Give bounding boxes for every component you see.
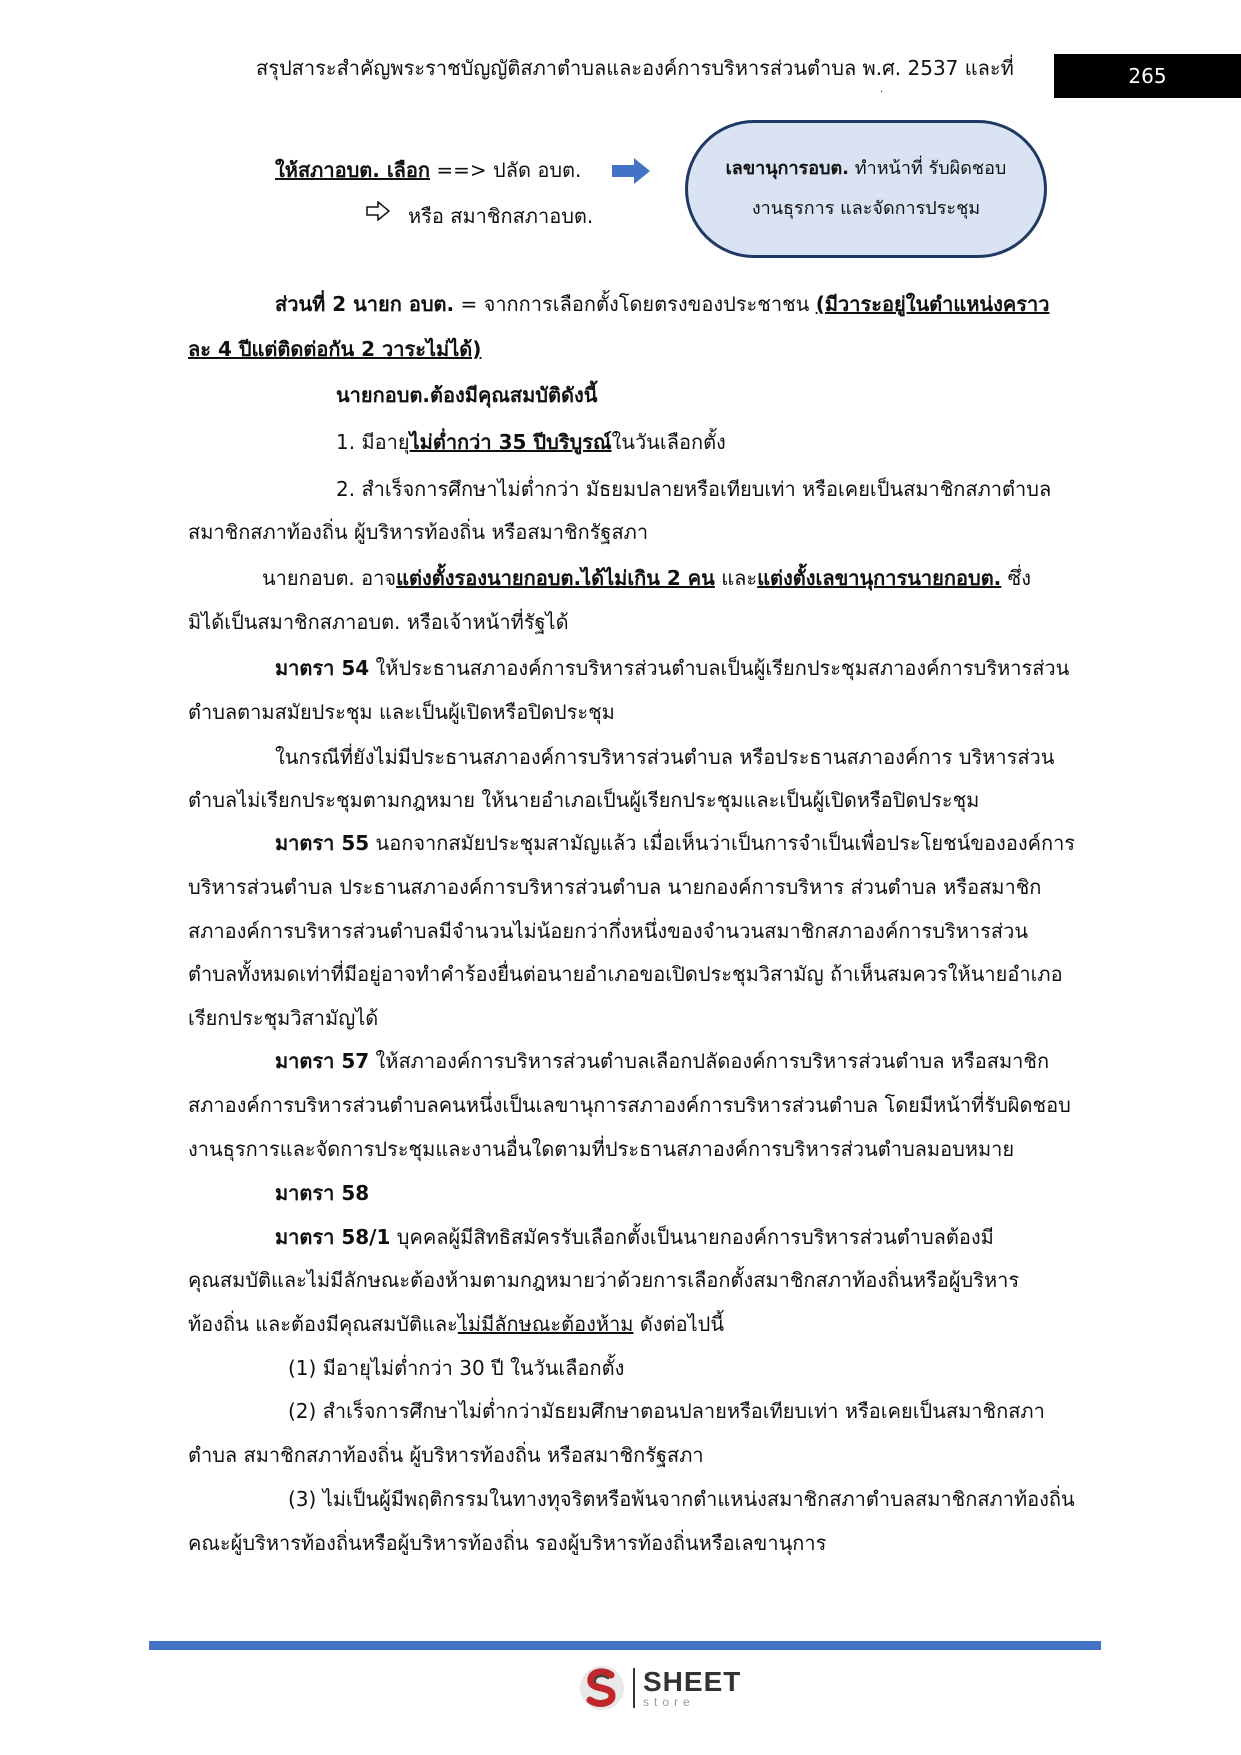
qualification-2-line-1: 2. สำเร็จการศึกษาไม่ต่ำกว่า มัธยมปลายหรือเทียบเท่า หรือเคยเป็นสมาชิกสภาตำบล [336, 477, 1052, 501]
part2-heading [275, 294, 1049, 314]
secretary-callout [685, 120, 1047, 258]
appoint-deputy: แต่งตั้งรองนายกอบต.ได้ไม่เกิน 2 คน [396, 566, 715, 590]
term-note-1: (มีวาระอยู่ในตำแหน่งคราว [815, 292, 1050, 316]
section-54-label: มาตรา 54 [275, 656, 370, 680]
section-54-line-3: ในกรณีที่ยังไม่มีประธานสภาองค์การบริหารส่วนตำบล หรือประธานสภาองค์การ บริหารส่วน [275, 745, 1055, 769]
header-dot: . [880, 84, 884, 95]
section-57-label: มาตรา 57 [275, 1049, 370, 1073]
section-55-line-2: บริหารส่วนตำบล ประธานสภาองค์การบริหารส่วนตำบล นายกองค์การบริหาร ส่วนตำบล หรือสมาชิก [188, 875, 1042, 899]
section-57-line-3: งานธุรการและจัดการประชุมและงานอื่นใดตามที่ประธานสภาองค์การบริหารส่วนตำบลมอบหมาย [188, 1137, 1015, 1161]
hollow-arrow-icon [366, 201, 390, 221]
section-55-line-1 [275, 833, 1075, 853]
sheet-store-logo [577, 1663, 741, 1713]
logo-main-text: SHEET [643, 1666, 742, 1697]
section-58-1-line-1 [275, 1227, 994, 1247]
selection-line-1 [275, 160, 581, 180]
arrow-right-icon [612, 158, 650, 184]
section-54-text: ให้ประธานสภาองค์การบริหารส่วนตำบลเป็นผู้เรียกประชุมสภาองค์การบริหารส่วน [369, 656, 1070, 680]
prohibited-traits: ไม่มีลักษณะต้องห้าม [457, 1312, 634, 1336]
section-55-line-5: เรียกประชุมวิสามัญได้ [188, 1006, 379, 1030]
section-58-label: มาตรา 58 [275, 1181, 370, 1205]
item-2-line-1: (2) สำเร็จการศึกษาไม่ต่ำกว่ามัธยมศึกษาตอนปลายหรือเทียบเท่า หรือเคยเป็นสมาชิกสภา [288, 1399, 1045, 1423]
q1-pre: 1. มีอายุ [336, 430, 410, 454]
section-54-line-1 [275, 658, 1069, 678]
appoint-secretary: แต่งตั้งเลขานุการนายกอบต. [757, 566, 1002, 590]
appoint-line-1 [262, 568, 1031, 588]
section-58-1-l3-pre: ท้องถิ่น และต้องมีคุณสมบัติและ [188, 1312, 458, 1336]
selection-rest: ==> ปลัด อบต. [430, 158, 582, 182]
footer-rule [149, 1641, 1101, 1650]
header-title: สรุปสาระสำคัญพระราชบัญญัติสภาตำบลและองค์การบริหารส่วนตำบล พ.ศ. 2537 และที่ [256, 56, 1014, 80]
appoint-mid: และ [714, 566, 758, 590]
section-54-line-4: ตำบลไม่เรียกประชุมตามกฎหมาย ให้นายอำเภอเป็นผู้เรียกประชุมและเป็นผู้เปิดหรือปิดประชุม [188, 788, 980, 812]
logo-text [633, 1668, 741, 1708]
section-55-label: มาตรา 55 [275, 831, 370, 855]
item-3-line-2: คณะผู้บริหารท้องถิ่นหรือผู้บริหารท้องถิ่น รองผู้บริหารท้องถิ่นหรือเลขานุการ [188, 1531, 827, 1555]
logo-s-icon [577, 1663, 627, 1713]
term-note-2: ละ 4 ปีแต่ติดต่อกัน 2 วาระไม่ได้) [188, 337, 482, 361]
part2-heading-rest: = จากการเลือกตั้งโดยตรงของประชาชน [454, 292, 816, 316]
item-3-line-1: (3) ไม่เป็นผู้มีพฤติกรรมในทางทุจริตหรือพ้นจากตำแหน่งสมาชิกสภาตำบลสมาชิกสภาท้องถิ่น [288, 1487, 1075, 1511]
qualification-heading: นายกอบต.ต้องมีคุณสมบัติดังนี้ [336, 383, 598, 407]
callout-rest: ทำหน้าที่ รับผิดชอบ [849, 158, 1007, 179]
section-54-line-2: ตำบลตามสมัยประชุม และเป็นผู้เปิดหรือปิดประชุม [188, 700, 615, 724]
selection-bold: ให้สภาอบต. เลือก [275, 158, 431, 182]
section-58-1-line-3 [188, 1314, 724, 1334]
callout-line-2: งานธุรการ และจัดการประชุม [751, 198, 981, 219]
item-1: (1) มีอายุไม่ต่ำกว่า 30 ปี ในวันเลือกตั้ง [288, 1356, 625, 1380]
section-57-line-1 [275, 1051, 1049, 1071]
section-58-1-l3-post: ดังต่อไปนี้ [633, 1312, 725, 1336]
qualification-2-line-2: สมาชิกสภาท้องถิ่น ผู้บริหารท้องถิ่น หรือสมาชิกรัฐสภา [188, 520, 649, 544]
section-55-text: นอกจากสมัยประชุมสามัญแล้ว เมื่อเห็นว่าเป็นการจำเป็นเพื่อประโยชน์ขององค์การ [369, 831, 1076, 855]
q1-underlined: ไม่ต่ำกว่า 35 ปีบริบูรณ์ [409, 430, 612, 454]
part2-heading-bold: ส่วนที่ 2 นายก อบต. [275, 292, 455, 316]
q1-post: ในวันเลือกตั้ง [611, 430, 726, 454]
section-58-1-label: มาตรา 58/1 [275, 1225, 391, 1249]
section-55-line-3: สภาองค์การบริหารส่วนตำบลมีจำนวนไม่น้อยกว่ากึ่งหนึ่งของจำนวนสมาชิกสภาองค์การบริหารส่วน [188, 919, 1028, 943]
qualification-1 [336, 432, 726, 452]
selection-line-2: หรือ สมาชิกสภาอบต. [408, 204, 594, 228]
section-58-1-line-2: คุณสมบัติและไม่มีลักษณะต้องห้ามตามกฎหมายว่าด้วยการเลือกตั้งสมาชิกสภาท้องถิ่นหรือผู้บริหาร [188, 1268, 1020, 1292]
section-58-1-text: บุคคลผู้มีสิทธิสมัครรับเลือกตั้งเป็นนายกองค์การบริหารส่วนตำบลต้องมี [390, 1225, 994, 1249]
logo-sub-text: store [643, 1695, 695, 1709]
item-2-line-2: ตำบล สมาชิกสภาท้องถิ่น ผู้บริหารท้องถิ่น หรือสมาชิกรัฐสภา [188, 1443, 704, 1467]
callout-line-1 [726, 149, 1007, 189]
section-57-line-2: สภาองค์การบริหารส่วนตำบลคนหนึ่งเป็นเลขานุการสภาองค์การบริหารส่วนตำบล โดยมีหน้าที่รับผิดชอบ [188, 1093, 1071, 1117]
appoint-pre: นายกอบต. อาจ [262, 566, 397, 590]
appoint-post: ซึ่ง [1001, 566, 1031, 590]
section-55-line-4: ตำบลทั้งหมดเท่าที่มีอยู่อาจทำคำร้องยื่นต่อนายอำเภอขอเปิดประชุมวิสามัญ ถ้าเห็นสมควรให้นายอำเภอ [188, 962, 1063, 986]
appoint-line-2: มิได้เป็นสมาชิกสภาอบต. หรือเจ้าหน้าที่รัฐได้ [188, 610, 569, 634]
callout-bold: เลขานุการอบต. [725, 158, 849, 179]
section-57-text: ให้สภาองค์การบริหารส่วนตำบลเลือกปลัดองค์การบริหารส่วนตำบล หรือสมาชิก [369, 1049, 1050, 1073]
page-number: 265 [1054, 54, 1241, 98]
